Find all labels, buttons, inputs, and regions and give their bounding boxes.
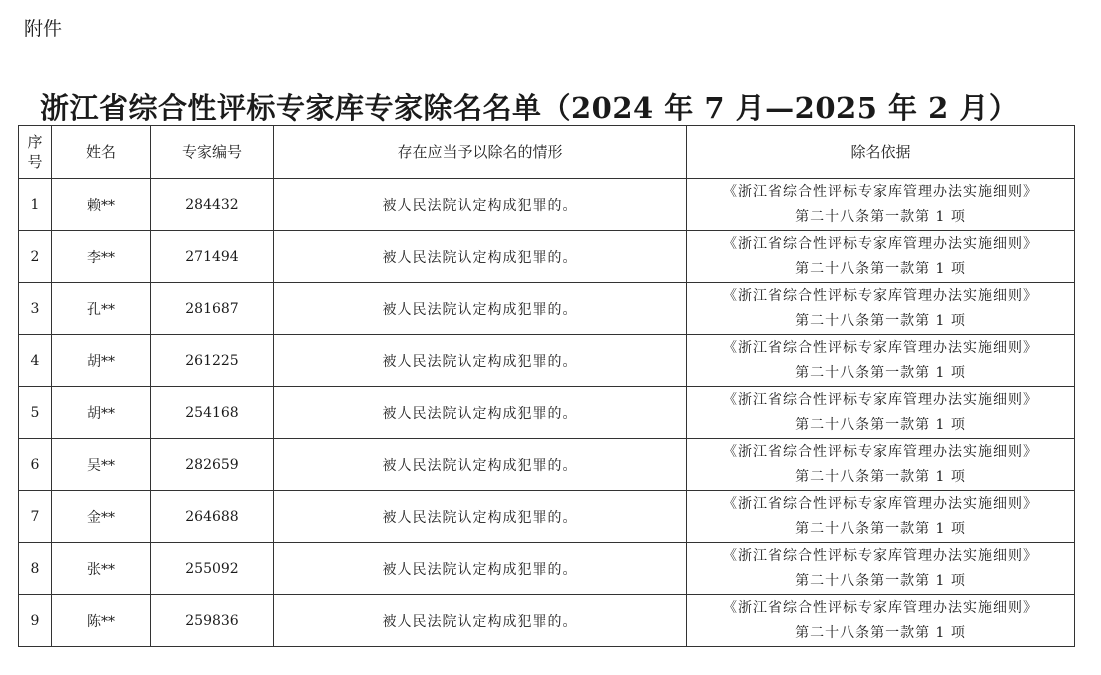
table-row xyxy=(19,179,1075,231)
basis-document: 《浙江省综合性评标专家库管理办法实施细则》 xyxy=(723,235,1038,252)
basis-document: 《浙江省综合性评标专家库管理办法实施细则》 xyxy=(723,183,1038,200)
table-row xyxy=(19,439,1075,491)
cell-basis xyxy=(687,387,1075,439)
cell-expert-id: 264688 xyxy=(151,491,274,543)
basis-document: 《浙江省综合性评标专家库管理办法实施细则》 xyxy=(723,391,1038,408)
table-row xyxy=(19,231,1075,283)
cell-seq: 7 xyxy=(19,491,52,543)
basis-document: 《浙江省综合性评标专家库管理办法实施细则》 xyxy=(723,599,1038,616)
header-seq-line1: 序 xyxy=(27,133,43,151)
basis-clause: 第二十八条第一款第 1 项 xyxy=(795,416,966,433)
cell-reason: 被人民法院认定构成犯罪的。 xyxy=(274,543,687,595)
basis-clause: 第二十八条第一款第 1 项 xyxy=(795,208,966,225)
cell-name: 吴** xyxy=(52,439,151,491)
header-expert-id: 专家编号 xyxy=(151,126,274,179)
cell-seq: 5 xyxy=(19,387,52,439)
table-row xyxy=(19,387,1075,439)
cell-seq: 9 xyxy=(19,595,52,647)
cell-name: 张** xyxy=(52,543,151,595)
cell-basis xyxy=(687,595,1075,647)
removal-list-table xyxy=(18,125,1075,647)
cell-name: 赖** xyxy=(52,179,151,231)
cell-seq: 6 xyxy=(19,439,52,491)
table-header xyxy=(19,126,1075,179)
cell-basis xyxy=(687,231,1075,283)
cell-basis xyxy=(687,491,1075,543)
basis-document: 《浙江省综合性评标专家库管理办法实施细则》 xyxy=(723,547,1038,564)
cell-reason: 被人民法院认定构成犯罪的。 xyxy=(274,439,687,491)
cell-reason: 被人民法院认定构成犯罪的。 xyxy=(274,283,687,335)
cell-reason: 被人民法院认定构成犯罪的。 xyxy=(274,335,687,387)
attachment-label: 附件 xyxy=(24,18,63,40)
table-body xyxy=(19,179,1075,647)
header-row xyxy=(19,126,1075,179)
cell-reason: 被人民法院认定构成犯罪的。 xyxy=(274,387,687,439)
table-row xyxy=(19,335,1075,387)
cell-seq: 4 xyxy=(19,335,52,387)
basis-clause: 第二十八条第一款第 1 项 xyxy=(795,520,966,537)
table-row xyxy=(19,283,1075,335)
table-row xyxy=(19,491,1075,543)
basis-document: 《浙江省综合性评标专家库管理办法实施细则》 xyxy=(723,287,1038,304)
cell-reason: 被人民法院认定构成犯罪的。 xyxy=(274,231,687,283)
cell-reason: 被人民法院认定构成犯罪的。 xyxy=(274,491,687,543)
cell-expert-id: 261225 xyxy=(151,335,274,387)
cell-seq: 3 xyxy=(19,283,52,335)
cell-expert-id: 271494 xyxy=(151,231,274,283)
cell-name: 胡** xyxy=(52,335,151,387)
cell-reason: 被人民法院认定构成犯罪的。 xyxy=(274,595,687,647)
cell-name: 胡** xyxy=(52,387,151,439)
basis-document: 《浙江省综合性评标专家库管理办法实施细则》 xyxy=(723,339,1038,356)
table-row xyxy=(19,543,1075,595)
basis-clause: 第二十八条第一款第 1 项 xyxy=(795,624,966,641)
cell-basis xyxy=(687,335,1075,387)
cell-seq: 2 xyxy=(19,231,52,283)
cell-name: 陈** xyxy=(52,595,151,647)
cell-basis xyxy=(687,179,1075,231)
cell-expert-id: 282659 xyxy=(151,439,274,491)
basis-clause: 第二十八条第一款第 1 项 xyxy=(795,572,966,589)
cell-basis xyxy=(687,439,1075,491)
basis-clause: 第二十八条第一款第 1 项 xyxy=(795,468,966,485)
table-row xyxy=(19,595,1075,647)
cell-reason: 被人民法院认定构成犯罪的。 xyxy=(274,179,687,231)
header-seq-line2: 号 xyxy=(27,153,43,171)
cell-name: 金** xyxy=(52,491,151,543)
cell-basis xyxy=(687,283,1075,335)
cell-expert-id: 254168 xyxy=(151,387,274,439)
cell-seq: 1 xyxy=(19,179,52,231)
basis-document: 《浙江省综合性评标专家库管理办法实施细则》 xyxy=(723,443,1038,460)
cell-seq: 8 xyxy=(19,543,52,595)
cell-basis xyxy=(687,543,1075,595)
basis-clause: 第二十八条第一款第 1 项 xyxy=(795,364,966,381)
header-reason: 存在应当予以除名的情形 xyxy=(274,126,687,179)
header-basis: 除名依据 xyxy=(687,126,1075,179)
header-name: 姓名 xyxy=(52,126,151,179)
cell-expert-id: 255092 xyxy=(151,543,274,595)
cell-name: 李** xyxy=(52,231,151,283)
cell-expert-id: 259836 xyxy=(151,595,274,647)
cell-expert-id: 281687 xyxy=(151,283,274,335)
header-seq xyxy=(19,126,52,179)
cell-expert-id: 284432 xyxy=(151,179,274,231)
basis-clause: 第二十八条第一款第 1 项 xyxy=(795,260,966,277)
document-title: 浙江省综合性评标专家库专家除名名单（2024 年 7 月—2025 年 2 月） xyxy=(40,91,1019,125)
cell-name: 孔** xyxy=(52,283,151,335)
basis-clause: 第二十八条第一款第 1 项 xyxy=(795,312,966,329)
basis-document: 《浙江省综合性评标专家库管理办法实施细则》 xyxy=(723,495,1038,512)
